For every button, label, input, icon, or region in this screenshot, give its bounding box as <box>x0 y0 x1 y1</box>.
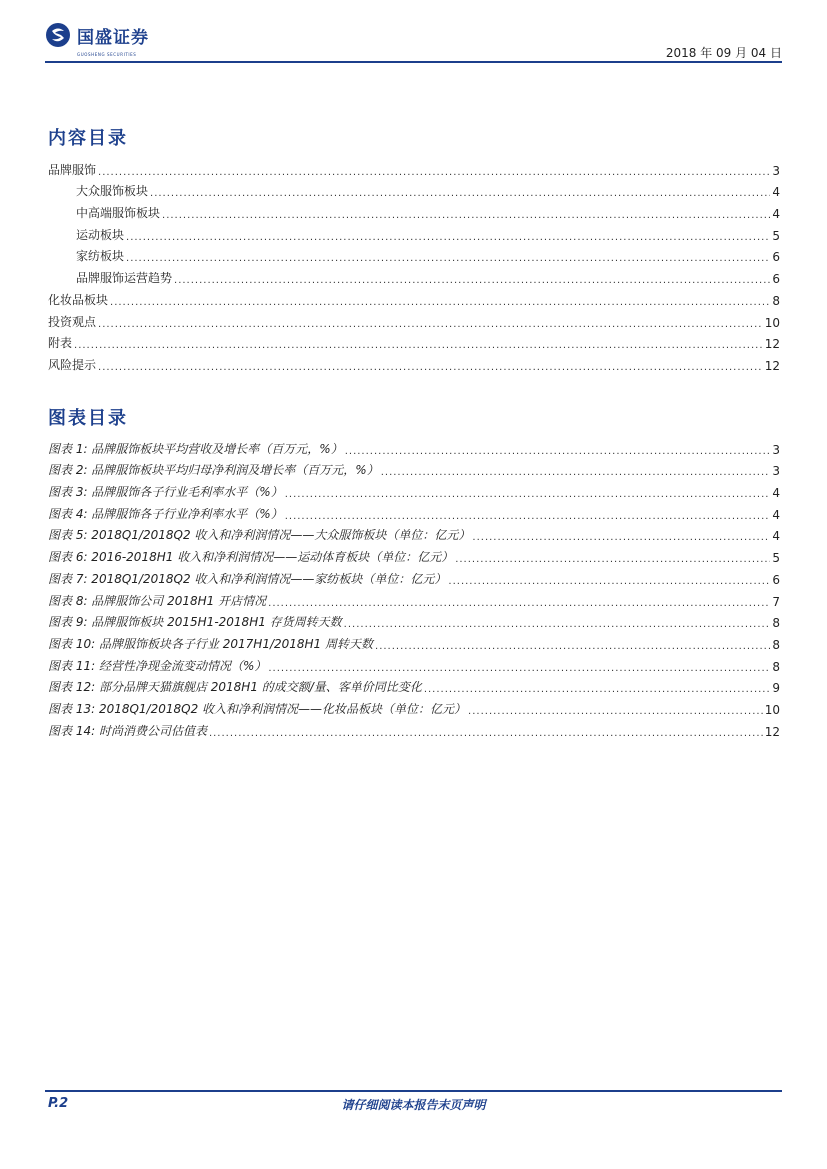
figure-entry[interactable] <box>48 435 780 457</box>
entry-page-number: 6 <box>772 250 780 265</box>
entry-page-number: 8 <box>772 616 780 631</box>
figure-entry[interactable] <box>48 500 780 522</box>
dot-leader <box>472 532 770 543</box>
toc-entry[interactable] <box>48 199 780 221</box>
entry-page-number: 3 <box>772 442 780 457</box>
brand-name: 国盛证券 <box>77 27 149 48</box>
dot-leader <box>381 467 771 478</box>
entry-label: 品牌服饰 <box>48 162 97 177</box>
entry-page-number: 5 <box>772 228 780 243</box>
entry-label: 大众服饰板块 <box>76 184 149 199</box>
entry-page-number: 8 <box>772 659 780 674</box>
entry-page-number: 3 <box>772 163 780 178</box>
entry-page-number: 12 <box>764 337 780 352</box>
entry-label: 化妆品板块 <box>48 292 109 307</box>
figure-list <box>48 435 780 739</box>
figure-entry[interactable] <box>48 674 780 696</box>
entry-label: 图表 8: 品牌服饰公司 2018H1 开店情况 <box>48 593 267 608</box>
entry-page-number: 12 <box>764 358 780 373</box>
report-date: 2018 年 09 月 04 日 <box>665 46 782 60</box>
toc-entry[interactable] <box>48 221 780 243</box>
dot-leader <box>209 728 763 739</box>
dot-leader <box>110 297 770 308</box>
brand-logo <box>45 22 149 48</box>
entry-page-number: 10 <box>764 702 780 717</box>
dot-leader <box>162 210 770 221</box>
toc-entry[interactable] <box>48 351 780 373</box>
entry-label: 图表 1: 品牌服饰板块平均营收及增长率（百万元，%） <box>48 441 343 456</box>
entry-label: 附表 <box>48 336 73 351</box>
entry-page-number: 4 <box>772 529 780 544</box>
page-header <box>45 22 782 62</box>
entry-label: 中高端服饰板块 <box>76 206 161 221</box>
entry-label: 图表 4: 品牌服饰各子行业净利率水平（%） <box>48 506 283 521</box>
disclaimer-note: 请仔细阅读本报告末页声明 <box>341 1098 486 1112</box>
figure-entry[interactable] <box>48 717 780 739</box>
entry-label: 投资观点 <box>48 314 97 329</box>
entry-page-number: 4 <box>772 507 780 522</box>
entry-label: 图表 14: 时尚消费公司估值表 <box>48 723 207 738</box>
toc-entry[interactable] <box>48 243 780 265</box>
toc-entry[interactable] <box>48 178 780 200</box>
entry-page-number: 7 <box>772 594 780 609</box>
dot-leader <box>455 554 770 565</box>
entry-label: 图表 12: 部分品牌天猫旗舰店 2018H1 的成交额/量、客单价同比变化 <box>48 680 422 695</box>
entry-page-number: 4 <box>772 486 780 501</box>
figure-entry[interactable] <box>48 652 780 674</box>
dot-leader <box>74 340 763 351</box>
figure-entry[interactable] <box>48 630 780 652</box>
footer-divider <box>45 1090 782 1092</box>
dot-leader <box>285 489 771 500</box>
entry-page-number: 5 <box>772 551 780 566</box>
dot-leader <box>375 641 770 652</box>
brand-logo-icon <box>45 22 71 48</box>
header-divider <box>45 61 782 63</box>
figure-entry[interactable] <box>48 543 780 565</box>
dot-leader <box>268 663 770 674</box>
entry-label: 图表 10: 品牌服饰板块各子行业 2017H1/2018H1 周转天数 <box>48 636 374 651</box>
figure-list-title: 图表目录 <box>48 408 128 429</box>
toc-entry[interactable] <box>48 264 780 286</box>
toc-entry[interactable] <box>48 156 780 178</box>
entry-page-number: 8 <box>772 637 780 652</box>
entry-page-number: 10 <box>764 315 780 330</box>
dot-leader <box>448 576 770 587</box>
toc-entry[interactable] <box>48 308 780 330</box>
dot-leader <box>126 253 770 264</box>
dot-leader <box>126 232 770 243</box>
figure-entry[interactable] <box>48 609 780 631</box>
dot-leader <box>285 511 771 522</box>
toc-title: 内容目录 <box>48 128 128 149</box>
dot-leader <box>98 319 763 330</box>
dot-leader <box>98 167 770 178</box>
dot-leader <box>98 362 763 373</box>
figure-entry[interactable] <box>48 565 780 587</box>
dot-leader <box>344 619 771 630</box>
figure-entry[interactable] <box>48 522 780 544</box>
dot-leader <box>268 598 770 609</box>
brand-subtitle: GUOSHENG SECURITIES <box>77 52 137 57</box>
toc-entry[interactable] <box>48 330 780 352</box>
dot-leader <box>345 446 771 457</box>
entry-label: 图表 5: 2018Q1/2018Q2 收入和净利润情况——大众服饰板块（单位：亿元） <box>48 528 471 543</box>
entry-label: 图表 9: 品牌服饰板块 2015H1-2018H1 存货周转天数 <box>48 615 342 630</box>
entry-page-number: 12 <box>764 724 780 739</box>
entry-label: 图表 6: 2016-2018H1 收入和净利润情况——运动体育板块（单位：亿元） <box>48 550 454 565</box>
contents-list <box>48 156 780 373</box>
figure-entry[interactable] <box>48 478 780 500</box>
entry-label: 图表 7: 2018Q1/2018Q2 收入和净利润情况——家纺板块（单位：亿元） <box>48 571 447 586</box>
toc-entry[interactable] <box>48 286 780 308</box>
entry-label: 图表 11: 经营性净现金流变动情况（%） <box>48 658 267 673</box>
entry-label: 品牌服饰运营趋势 <box>76 271 173 286</box>
entry-page-number: 6 <box>772 272 780 287</box>
dot-leader <box>468 706 763 717</box>
entry-label: 运动板块 <box>76 227 125 242</box>
dot-leader <box>174 275 770 286</box>
entry-page-number: 4 <box>772 185 780 200</box>
entry-page-number: 4 <box>772 207 780 222</box>
dot-leader <box>150 188 770 199</box>
entry-label: 风险提示 <box>48 357 97 372</box>
entry-page-number: 9 <box>772 681 780 696</box>
entry-page-number: 8 <box>772 293 780 308</box>
dot-leader <box>424 684 771 695</box>
entry-page-number: 6 <box>772 572 780 587</box>
figure-entry[interactable] <box>48 457 780 479</box>
figure-entry[interactable] <box>48 587 780 609</box>
page-number: P.2 <box>48 1096 69 1111</box>
entry-label: 家纺板块 <box>76 249 125 264</box>
entry-label: 图表 2: 品牌服饰板块平均归母净利润及增长率（百万元，%） <box>48 463 379 478</box>
entry-page-number: 3 <box>772 464 780 479</box>
entry-label: 图表 3: 品牌服饰各子行业毛利率水平（%） <box>48 485 283 500</box>
figure-entry[interactable] <box>48 695 780 717</box>
entry-label: 图表 13: 2018Q1/2018Q2 收入和净利润情况——化妆品板块（单位：亿元） <box>48 701 467 716</box>
